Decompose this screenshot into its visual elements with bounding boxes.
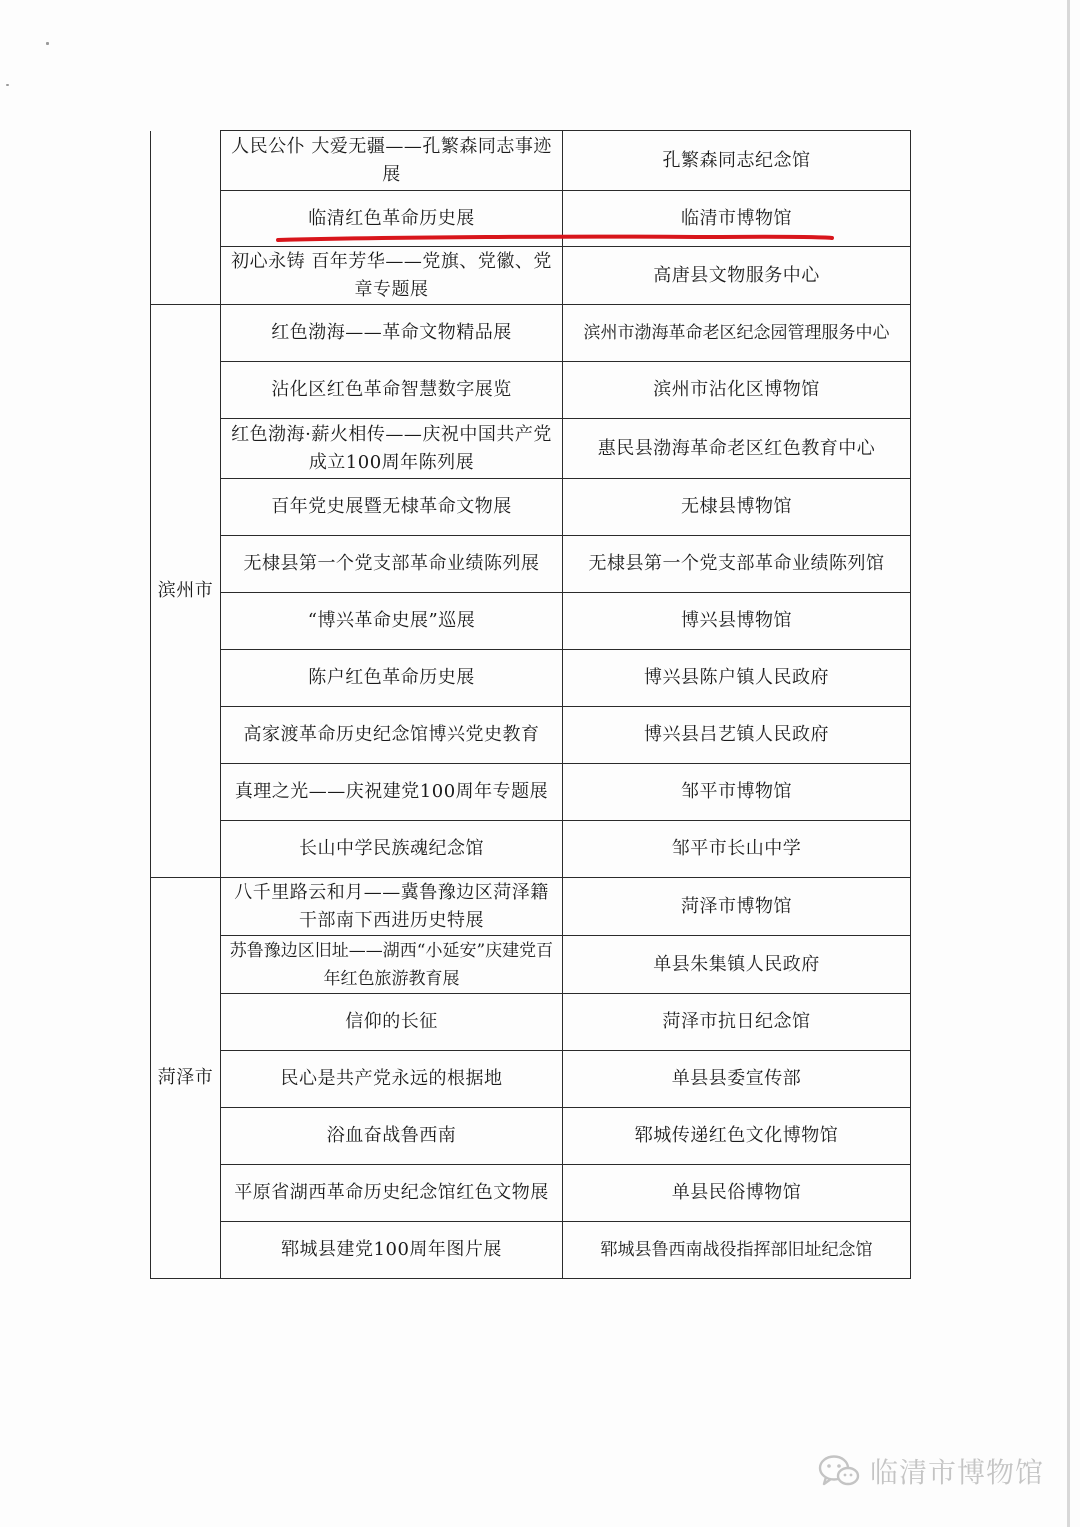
exhibition-cell: 初心永铸 百年芳华——党旗、党徽、党章专题展 [221,247,563,305]
organizer-cell: 邹平市博物馆 [563,764,911,821]
organizer-cell: 临清市博物馆 [563,191,911,247]
exhibition-cell: 红色渤海·薪火相传——庆祝中国共产党成立100周年陈列展 [221,419,563,479]
table-row [151,821,911,878]
table-row [151,994,911,1051]
organizer-cell: 滨州市渤海革命老区纪念园管理服务中心 [563,305,911,362]
table-row [151,764,911,821]
organizer-cell: 博兴县博物馆 [563,593,911,650]
city-cell: 滨州市 [151,305,221,878]
exhibition-cell: 临清红色革命历史展 [221,191,563,247]
organizer-cell: 菏泽市博物馆 [563,878,911,936]
table-row [151,419,911,479]
scan-speck [6,84,9,86]
organizer-cell: 邹平市长山中学 [563,821,911,878]
table-row [151,191,911,247]
exhibition-table [150,130,911,1279]
table-row [151,305,911,362]
organizer-cell: 无棣县第一个党支部革命业绩陈列馆 [563,536,911,593]
table-row [151,247,911,305]
exhibition-cell: 八千里路云和月——冀鲁豫边区菏泽籍干部南下西进历史特展 [221,878,563,936]
exhibition-cell: 沾化区红色革命智慧数字展览 [221,362,563,419]
table-row [151,878,911,936]
page-edge-shadow [1067,0,1070,1527]
exhibition-cell: 民心是共产党永远的根据地 [221,1051,563,1108]
scan-speck [46,42,49,45]
exhibition-cell: 浴血奋战鲁西南 [221,1108,563,1165]
exhibition-cell: 百年党史展暨无棣革命文物展 [221,479,563,536]
organizer-cell: 无棣县博物馆 [563,479,911,536]
organizer-cell: 博兴县吕艺镇人民政府 [563,707,911,764]
exhibition-cell: 无棣县第一个党支部革命业绩陈列展 [221,536,563,593]
watermark [818,1451,1044,1491]
organizer-cell: 孔繁森同志纪念馆 [563,131,911,191]
organizer-cell: 高唐县文物服务中心 [563,247,911,305]
city-cell [151,131,221,305]
exhibition-cell: “博兴革命史展”巡展 [221,593,563,650]
exhibition-cell: 苏鲁豫边区旧址——湖西“小延安”庆建党百年红色旅游教育展 [221,936,563,994]
table-row [151,362,911,419]
table-row [151,131,911,191]
table-row [151,936,911,994]
table-row [151,1165,911,1222]
exhibition-cell: 红色渤海——革命文物精品展 [221,305,563,362]
organizer-cell: 菏泽市抗日纪念馆 [563,994,911,1051]
organizer-cell: 单县朱集镇人民政府 [563,936,911,994]
exhibition-cell: 高家渡革命历史纪念馆博兴党史教育 [221,707,563,764]
exhibition-cell: 郓城县建党100周年图片展 [221,1222,563,1279]
exhibition-cell: 人民公仆 大爱无疆——孔繁森同志事迹展 [221,131,563,191]
table-row [151,479,911,536]
table-row [151,536,911,593]
organizer-cell: 单县县委宣传部 [563,1051,911,1108]
organizer-cell: 单县民俗博物馆 [563,1165,911,1222]
exhibition-cell: 平原省湖西革命历史纪念馆红色文物展 [221,1165,563,1222]
table-row [151,1222,911,1279]
table-row [151,1051,911,1108]
table-row [151,1108,911,1165]
table-row [151,593,911,650]
table-row [151,707,911,764]
wechat-icon [818,1453,860,1489]
exhibition-cell: 信仰的长征 [221,994,563,1051]
city-cell: 菏泽市 [151,878,221,1279]
organizer-cell: 博兴县陈户镇人民政府 [563,650,911,707]
exhibition-cell: 陈户红色革命历史展 [221,650,563,707]
exhibition-cell: 真理之光——庆祝建党100周年专题展 [221,764,563,821]
table-row [151,650,911,707]
organizer-cell: 滨州市沾化区博物馆 [563,362,911,419]
organizer-cell: 郓城传递红色文化博物馆 [563,1108,911,1165]
organizer-cell: 惠民县渤海革命老区红色教育中心 [563,419,911,479]
watermark-text: 临清市博物馆 [869,1456,1044,1489]
exhibition-cell: 长山中学民族魂纪念馆 [221,821,563,878]
organizer-cell: 郓城县鲁西南战役指挥部旧址纪念馆 [563,1222,911,1279]
